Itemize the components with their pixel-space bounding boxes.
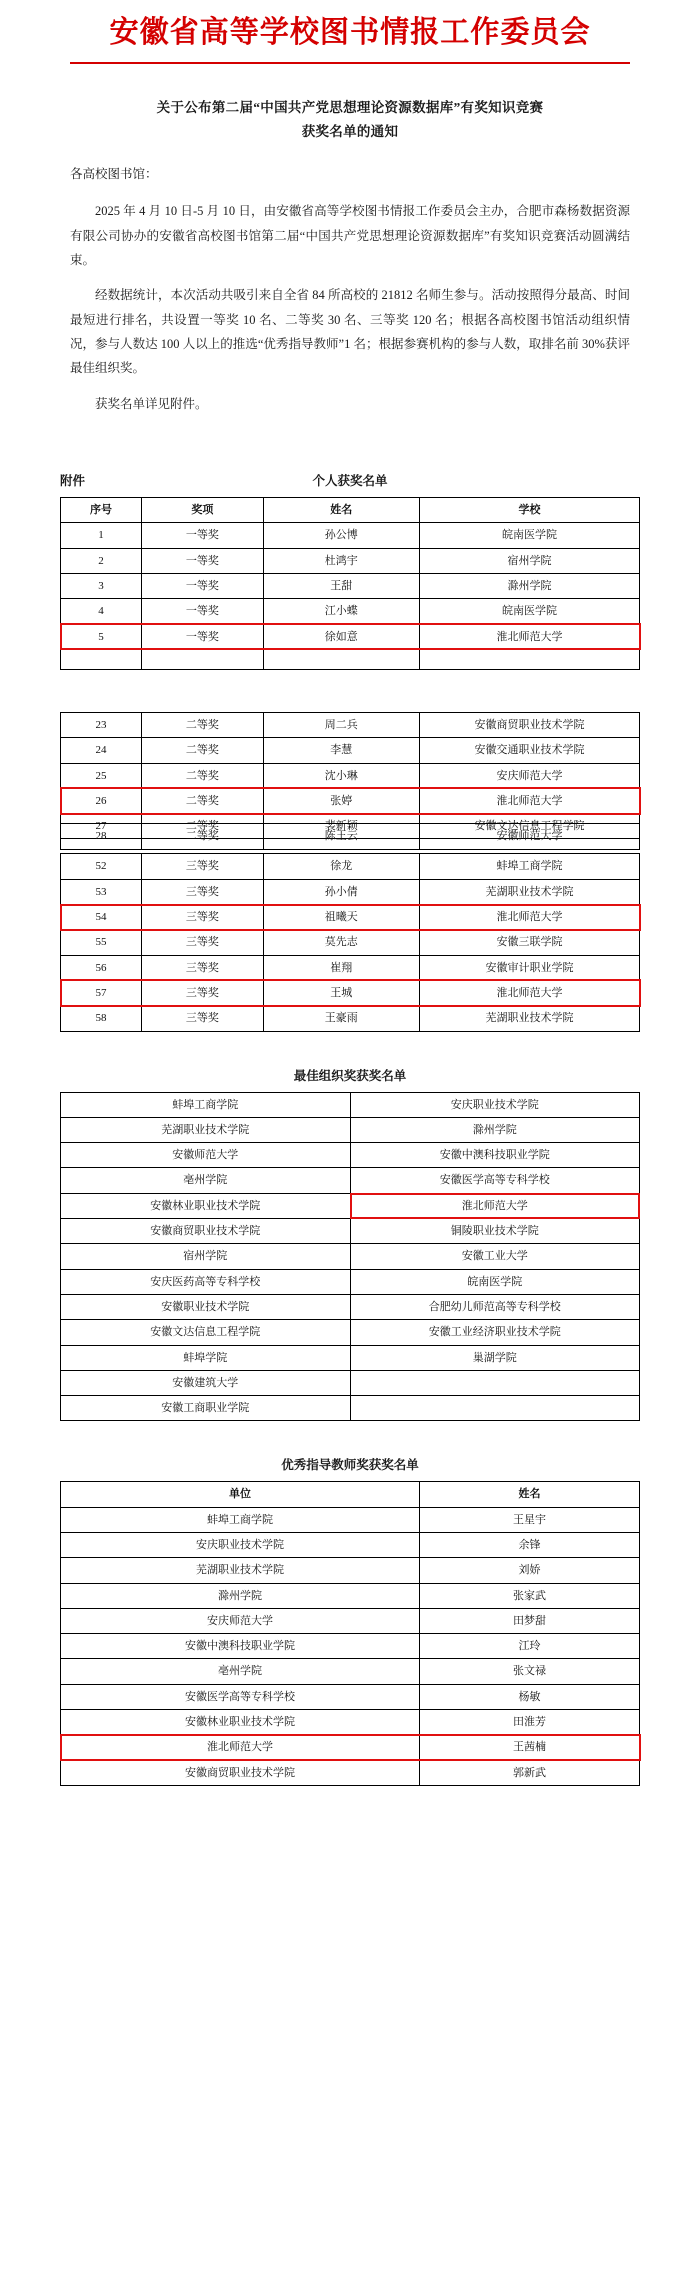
cell-prize: 三等奖 <box>142 879 264 904</box>
cell-org-left: 芜湖职业技术学院 <box>61 1117 351 1142</box>
table-row-highlighted <box>61 788 640 813</box>
spacer <box>0 670 700 704</box>
table-row <box>61 1507 640 1532</box>
cell-no: 57 <box>61 980 142 1005</box>
table-row <box>61 1143 640 1168</box>
attachment-label: 附件 <box>60 474 86 489</box>
table-row <box>61 1684 640 1709</box>
cell-prize: 三等奖 <box>142 955 264 980</box>
cell-school: 淮北师范大学 <box>419 624 639 649</box>
cell-org-left: 安徽师范大学 <box>61 1143 351 1168</box>
cell-name: 张婷 <box>263 788 419 813</box>
cell-org-left: 宿州学院 <box>61 1244 351 1269</box>
cell-school: 滁州学院 <box>419 574 639 599</box>
cell-prize: 三等奖 <box>142 1006 264 1031</box>
spacer <box>0 1421 700 1447</box>
cell-org-left: 安徽工商职业学院 <box>61 1396 351 1421</box>
cell-name: 徐龙 <box>263 854 419 879</box>
table-row <box>61 599 640 624</box>
table-row <box>61 1244 640 1269</box>
cell-prize: 二等奖 <box>142 712 264 737</box>
cell-org-right: 铜陵职业技术学院 <box>350 1219 640 1244</box>
col-teacher-name: 姓名 <box>419 1482 639 1507</box>
table-row <box>61 1370 640 1395</box>
cell-unit: 安徽中澳科技职业学院 <box>61 1634 420 1659</box>
cell-unit: 亳州学院 <box>61 1659 420 1684</box>
cell-no: 23 <box>61 712 142 737</box>
cell-teacher-name: 杨敏 <box>419 1684 639 1709</box>
col-school: 学校 <box>419 498 639 523</box>
cell-no: 24 <box>61 738 142 763</box>
teacher-award-title: 优秀指导教师奖获奖名单 <box>281 1458 419 1473</box>
cell-org-left: 安徽林业职业技术学院 <box>61 1193 351 1218</box>
cell-unit: 安庆职业技术学院 <box>61 1532 420 1557</box>
cell-school: 安徽商贸职业技术学院 <box>419 712 639 737</box>
cell-prize: 三等奖 <box>142 980 264 1005</box>
table-row-highlighted <box>61 980 640 1005</box>
cell-school: 皖南医学院 <box>419 523 639 548</box>
cell-name: 孙公博 <box>263 523 419 548</box>
cell-org-left: 亳州学院 <box>61 1168 351 1193</box>
cell-school: 芜湖职业技术学院 <box>419 879 639 904</box>
cell-no: 4 <box>61 599 142 624</box>
cell-no: 2 <box>61 548 142 573</box>
col-name: 姓名 <box>263 498 419 523</box>
table-row-highlighted <box>61 905 640 930</box>
personal-award-title: 个人获奖名单 <box>312 474 388 489</box>
cell-teacher-name: 江玲 <box>419 1634 639 1659</box>
paragraph-3: 获奖名单详见附件。 <box>95 396 208 411</box>
org-award-title: 最佳组织奖获奖名单 <box>293 1068 407 1083</box>
cell-org-right: 安徽中澳科技职业学院 <box>350 1143 640 1168</box>
salutation: 各高校图书馆： <box>70 167 158 182</box>
teacher-award-section <box>0 1447 700 1786</box>
cell-unit: 蚌埠工商学院 <box>61 1507 420 1532</box>
cell-no: 3 <box>61 574 142 599</box>
table-row <box>61 1294 640 1319</box>
col-prize: 奖项 <box>142 498 264 523</box>
table-row <box>61 854 640 879</box>
attachment-header <box>60 471 640 491</box>
teacher-award-table <box>60 1481 640 1786</box>
personal-award-table-part2 <box>60 712 640 839</box>
table-row <box>61 574 640 599</box>
cell-name: 莫先志 <box>263 930 419 955</box>
cell-org-left: 安徽职业技术学院 <box>61 1294 351 1319</box>
cell-school: 淮北师范大学 <box>419 905 639 930</box>
cell-name: 祖曦天 <box>263 905 419 930</box>
table-row: 28 二等奖 陈王云 安徽师范大学 <box>61 824 640 849</box>
cell-teacher-name: 张家武 <box>419 1583 639 1608</box>
table-row-highlighted <box>61 1735 640 1760</box>
cell-prize: 三等奖 <box>142 930 264 955</box>
cell-teacher-name: 余锋 <box>419 1532 639 1557</box>
cell-org-left: 蚌埠学院 <box>61 1345 351 1370</box>
personal-award-section-continued <box>0 704 700 1032</box>
table-row <box>61 1396 640 1421</box>
cell-prize: 三等奖 <box>142 905 264 930</box>
spacer <box>0 1032 700 1058</box>
col-no: 序号 <box>61 498 142 523</box>
paragraph-1: 2025 年 4 月 10 日-5 月 10 日，由安徽省高等学校图书情报工作委员会主办，合肥市森杨数据资源有限公司协办的安徽省高校图书馆第二届“中国共产党思想理论资源数据库”有奖知识竞赛活动圆满结束。 <box>70 204 630 267</box>
cell-no: 52 <box>61 854 142 879</box>
table-row <box>61 1092 640 1117</box>
cell-name: 江小蝶 <box>263 599 419 624</box>
cell-prize: 一等奖 <box>142 599 264 624</box>
cell-name: 王豪雨 <box>263 1006 419 1031</box>
table-row <box>61 930 640 955</box>
notice-body <box>0 70 700 438</box>
table-header-row <box>61 1482 640 1507</box>
org-award-table <box>60 1092 640 1422</box>
cell-name: 裴新颖 <box>263 814 419 839</box>
table-row <box>61 879 640 904</box>
cell-org-left: 安徽建筑大学 <box>61 1370 351 1395</box>
table-row <box>61 1558 640 1583</box>
cell-teacher-name: 田梦甜 <box>419 1608 639 1633</box>
cell-school: 皖南医学院 <box>419 599 639 624</box>
cell-prize: 一等奖 <box>142 624 264 649</box>
table-row <box>61 1117 640 1142</box>
cell-prize: 一等奖 <box>142 574 264 599</box>
col-unit: 单位 <box>61 1482 420 1507</box>
notice-title-line2: 获奖名单的通知 <box>301 124 399 140</box>
cell-name: 沈小琳 <box>263 763 419 788</box>
cell-unit: 滁州学院 <box>61 1583 420 1608</box>
table-row <box>61 1634 640 1659</box>
table-row <box>61 1710 640 1735</box>
table-row <box>61 1219 640 1244</box>
cell-org-right-empty <box>350 1370 640 1395</box>
spacer <box>0 437 700 463</box>
cell-no: 54 <box>61 905 142 930</box>
table-row <box>61 955 640 980</box>
cell-unit: 安徽林业职业技术学院 <box>61 1710 420 1735</box>
cell-unit: 淮北师范大学 <box>61 1735 420 1760</box>
cell-school: 安徽文达信息工程学院 <box>419 814 639 839</box>
cell-no: 26 <box>61 788 142 813</box>
cell-name: 孙小倩 <box>263 879 419 904</box>
cell-unit: 芜湖职业技术学院 <box>61 1558 420 1583</box>
table-row-clipped <box>60 830 640 853</box>
table-row-cutoff <box>61 649 640 669</box>
personal-award-table-part3 <box>60 853 640 1031</box>
cell-no: 5 <box>61 624 142 649</box>
cell-no: 27 <box>61 814 142 839</box>
cell-teacher-name: 张文禄 <box>419 1659 639 1684</box>
cell-no: 53 <box>61 879 142 904</box>
cell-no: 55 <box>61 930 142 955</box>
masthead-rule <box>70 62 630 64</box>
cell-org-left: 蚌埠工商学院 <box>61 1092 351 1117</box>
cell-teacher-name: 王茜楠 <box>419 1735 639 1760</box>
cell-org-left: 安徽商贸职业技术学院 <box>61 1219 351 1244</box>
cell-unit: 安徽商贸职业技术学院 <box>61 1760 420 1785</box>
personal-award-table-part1 <box>60 497 640 670</box>
table-row-highlighted <box>61 624 640 649</box>
cell-school: 安徽三联学院 <box>419 930 639 955</box>
table-row <box>61 548 640 573</box>
cell-org-right: 安徽工业大学 <box>350 1244 640 1269</box>
cell-prize: 三等奖 <box>142 854 264 879</box>
table-row <box>61 1269 640 1294</box>
cell-org-left: 安徽文达信息工程学院 <box>61 1320 351 1345</box>
table-row <box>61 1168 640 1193</box>
cell-prize: 二等奖 <box>142 763 264 788</box>
cell-unit: 安徽医学高等专科学校 <box>61 1684 420 1709</box>
cell-prize: 一等奖 <box>142 523 264 548</box>
cell-name: 杜鸿宇 <box>263 548 419 573</box>
cell-school: 安徽审计职业学院 <box>419 955 639 980</box>
cell-no: 56 <box>61 955 142 980</box>
paragraph-2: 经数据统计，本次活动共吸引来自全省 84 所高校的 21812 名师生参与。活动按照得分最高、时间最短进行排名，共设置一等奖 10 名、二等奖 30 名、三等奖 120 名；根据各高校图书馆活动组织情况，参与人数达 100 人以上的推选“优秀指导教师”1 名；根据参赛机构的参与人数，取排名前 30%获评最佳组织奖。 <box>70 288 630 376</box>
table-row <box>61 1532 640 1557</box>
masthead <box>0 0 700 70</box>
cell-org-right: 巢湖学院 <box>350 1345 640 1370</box>
table-row <box>61 738 640 763</box>
cell-name: 周二兵 <box>263 712 419 737</box>
table-row <box>61 1006 640 1031</box>
table-row <box>61 1760 640 1785</box>
cell-org-right: 安徽医学高等专科学校 <box>350 1168 640 1193</box>
cell-no: 58 <box>61 1006 142 1031</box>
cell-name: 徐如意 <box>263 624 419 649</box>
cell-school: 淮北师范大学 <box>419 980 639 1005</box>
table-row <box>61 523 640 548</box>
table-row <box>61 1659 640 1684</box>
table-row <box>61 1193 640 1218</box>
table-row <box>61 1608 640 1633</box>
cell-school: 安庆师范大学 <box>419 763 639 788</box>
cell-org-left: 安庆医药高等专科学校 <box>61 1269 351 1294</box>
cell-teacher-name: 王星宇 <box>419 1507 639 1532</box>
cell-org-right: 安徽工业经济职业技术学院 <box>350 1320 640 1345</box>
cell-school: 安徽交通职业技术学院 <box>419 738 639 763</box>
cell-name: 王城 <box>263 980 419 1005</box>
cell-school: 宿州学院 <box>419 548 639 573</box>
cell-school: 淮北师范大学 <box>419 788 639 813</box>
cell-school: 芜湖职业技术学院 <box>419 1006 639 1031</box>
organization-title: 安徽省高等学校图书情报工作委员会 <box>109 16 591 49</box>
cell-school: 蚌埠工商学院 <box>419 854 639 879</box>
cell-prize: 二等奖 <box>142 788 264 813</box>
cell-org-right: 皖南医学院 <box>350 1269 640 1294</box>
cell-teacher-name: 刘娇 <box>419 1558 639 1583</box>
table-row <box>61 1583 640 1608</box>
cell-prize: 二等奖 <box>142 814 264 839</box>
cell-unit: 安庆师范大学 <box>61 1608 420 1633</box>
cell-no: 25 <box>61 763 142 788</box>
table-header-row <box>61 498 640 523</box>
cell-teacher-name: 田淮芳 <box>419 1710 639 1735</box>
cell-org-right: 安庆职业技术学院 <box>350 1092 640 1117</box>
cell-prize: 一等奖 <box>142 548 264 573</box>
table-row <box>61 712 640 737</box>
table-row <box>61 1345 640 1370</box>
cell-org-right-highlighted: 淮北师范大学 <box>350 1193 640 1218</box>
table-row <box>61 1320 640 1345</box>
cell-name: 李慧 <box>263 738 419 763</box>
notice-title-line1: 关于公布第二届“中国共产党思想理论资源数据库”有奖知识竞赛 <box>156 99 544 115</box>
personal-award-section <box>0 463 700 670</box>
cell-no: 1 <box>61 523 142 548</box>
cell-name: 王甜 <box>263 574 419 599</box>
cell-teacher-name: 郭新武 <box>419 1760 639 1785</box>
org-award-section <box>0 1058 700 1422</box>
cell-org-right: 滁州学院 <box>350 1117 640 1142</box>
notice-title <box>70 96 630 146</box>
cell-org-right-empty <box>350 1396 640 1421</box>
table-row <box>61 763 640 788</box>
cell-prize: 二等奖 <box>142 738 264 763</box>
cell-org-right: 合肥幼儿师范高等专科学校 <box>350 1294 640 1319</box>
cell-name: 崔翔 <box>263 955 419 980</box>
